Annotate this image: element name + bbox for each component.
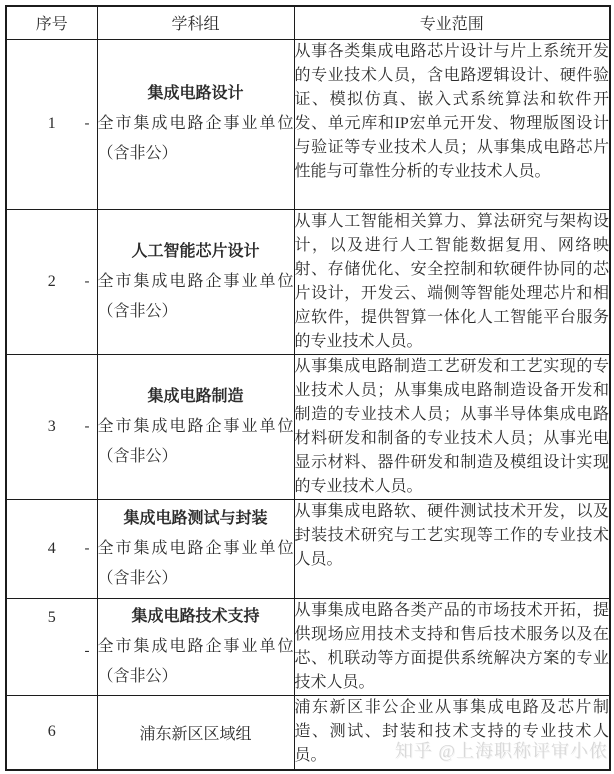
group-unit: 全市集成电路企事业单位（含非公） [97, 539, 294, 587]
row-number: 1 [47, 115, 56, 132]
table-row [6, 209, 610, 354]
header-subject-group: 学科组 [97, 6, 294, 39]
group-unit: 全市集成电路企事业单位（含非公） [97, 637, 294, 685]
scope-text: 从事各类集成电路芯片设计与片上系统开发的专业技术人员，含电路逻辑设计、硬件验证、模拟仿真、嵌入式系统算法和软件开发、单元库和IP宏单元开发、物理版图设计与验证等专业技术人员；从事集成电路芯片性能与可靠性分析的专业技术人员。 [294, 42, 609, 180]
group-name: 浦东新区区域组 [139, 725, 252, 743]
scope-text: 从事集成电路制造工艺研发和工艺实现的专业技术人员；从事集成电路制造设备开发和制造的专业技术人员；从事半导体集成电路材料研发和制备的专业技术人员；从事光电显示材料、器件研发和制造及模组设计实现的专业技术人员。 [294, 357, 609, 495]
cell-serial [6, 354, 97, 499]
row-dash: - [84, 418, 90, 434]
cell-subject-group [97, 209, 294, 354]
cell-scope [294, 499, 610, 598]
header-serial-number: 序号 [6, 6, 97, 39]
scope-text: 从事集成电路软、硬件测试技术开发，以及封装技术研究与工艺实现等工作的专业技术人员。 [294, 502, 609, 568]
cell-scope [294, 39, 610, 209]
header-professional-scope: 专业范围 [294, 6, 610, 39]
cell-serial [6, 209, 97, 354]
table-row [6, 39, 610, 209]
row-number: 2 [47, 272, 56, 290]
cell-subject-group [97, 354, 294, 499]
cell-scope [294, 598, 610, 695]
group-unit: 全市集成电路企事业单位（含非公） [97, 115, 294, 162]
row-number: 3 [47, 417, 56, 435]
group-title: 集成电路制造 [147, 387, 244, 405]
group-title: 集成电路测试与封装 [123, 509, 268, 527]
scope-text: 浦东新区非公企业从事集成电路及芯片制造、测试、封装和技术支持的专业技术人员。 [294, 698, 609, 764]
cell-serial [6, 695, 97, 770]
table-header-row [6, 6, 610, 39]
table-row [6, 499, 610, 598]
cell-serial [6, 598, 97, 695]
cell-subject-group [97, 598, 294, 695]
scope-text: 从事集成电路各类产品的市场技术开拓，提供现场应用技术支持和售后技术服务以及在芯、机联动等方面提供系统解决方案的专业技术人员。 [294, 601, 609, 691]
group-title: 集成电路设计 [147, 85, 244, 102]
cell-subject-group [97, 695, 294, 770]
table-row [6, 354, 610, 499]
cell-scope [294, 209, 610, 354]
row-dash: - [84, 642, 90, 659]
group-title: 人工智能芯片设计 [131, 242, 260, 260]
table-row [6, 598, 610, 695]
cell-scope [294, 354, 610, 499]
scope-text: 从事人工智能相关算力、算法研究与架构设计，以及进行人工智能数据复用、网络映射、存储优化、安全控制和软硬件协同的芯片设计，开发云、端侧等智能处理芯片和相应软件，提供智算一体化人工智能平台服务的专业技术人员。 [294, 212, 609, 350]
zhihu-watermark: 知乎 @上海职称评审小侬 [394, 741, 608, 761]
group-unit: 全市集成电路企事业单位（含非公） [97, 272, 294, 320]
cell-subject-group [97, 39, 294, 209]
cell-subject-group [97, 499, 294, 598]
cell-serial [6, 39, 97, 209]
row-number: 4 [47, 539, 56, 557]
row-number: 5 [47, 608, 56, 626]
row-number: 6 [47, 723, 56, 741]
cell-serial [6, 499, 97, 598]
row-dash: - [84, 540, 90, 556]
row-dash: - [84, 115, 90, 132]
group-unit: 全市集成电路企事业单位（含非公） [97, 417, 294, 465]
group-title: 集成电路技术支持 [131, 607, 260, 625]
subject-group-table [5, 5, 611, 771]
row-dash: - [84, 273, 90, 289]
